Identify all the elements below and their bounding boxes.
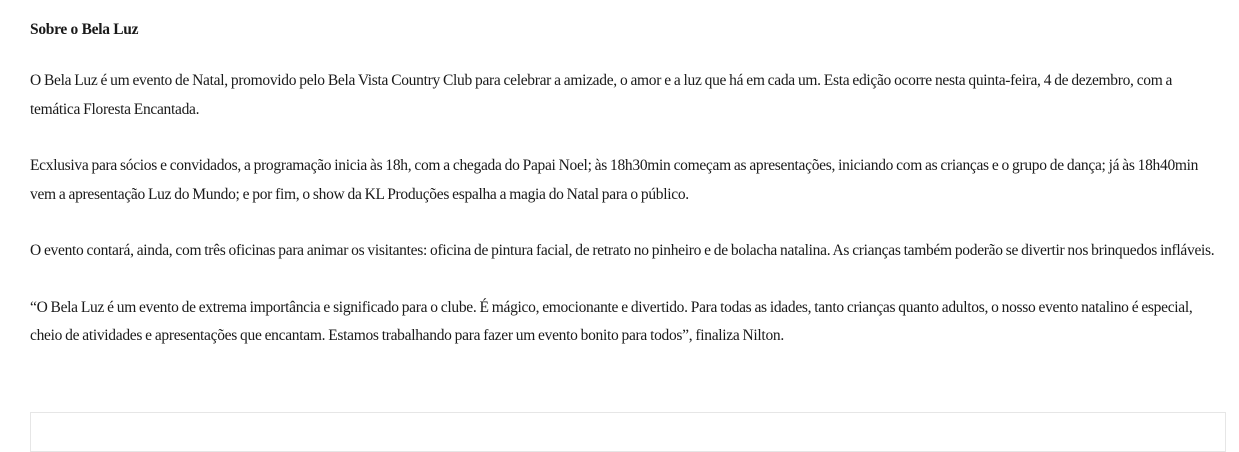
section-heading: Sobre o Bela Luz [30, 21, 139, 38]
paragraph-workshops: O evento contará, ainda, com três oficinas para animar os visitantes: oficina de pintura facial, de retrato no pinheiro e de bolacha natalina. As crianças também poderão se divertir nos brinquedos infláveis. [30, 242, 1215, 259]
paragraph-schedule: Ecxlusiva para sócios e convidados, a programação inicia às 18h, com a chegada do Papai Noel; às 18h30min começam as apresentações, iniciando com as crianças e o grupo de dança; já às 18h40min vem a apresentação Luz do Mundo; e por fim, o show da KL Produções espalha a magia do Natal para o público. [30, 157, 1199, 203]
embedded-content-box [30, 412, 1226, 452]
paragraph-intro: O Bela Luz é um evento de Natal, promovido pelo Bela Vista Country Club para celebrar a amizade, o amor e a luz que há em cada um. Esta edição ocorre nesta quinta-feira, 4 de dezembro, com a temática Floresta Encantada. [30, 72, 1173, 118]
paragraph-quote: “O Bela Luz é um evento de extrema importância e significado para o clube. É mágico, emocionante e divertido. Para todas as idades, tanto crianças quanto adultos, o nosso evento natalino é especial, cheio de atividades e apresentações que encantam. Estamos trabalhando para fazer um evento bonito para todos”, finaliza Nilton. [30, 298, 1193, 344]
article-body [30, 18, 1220, 379]
